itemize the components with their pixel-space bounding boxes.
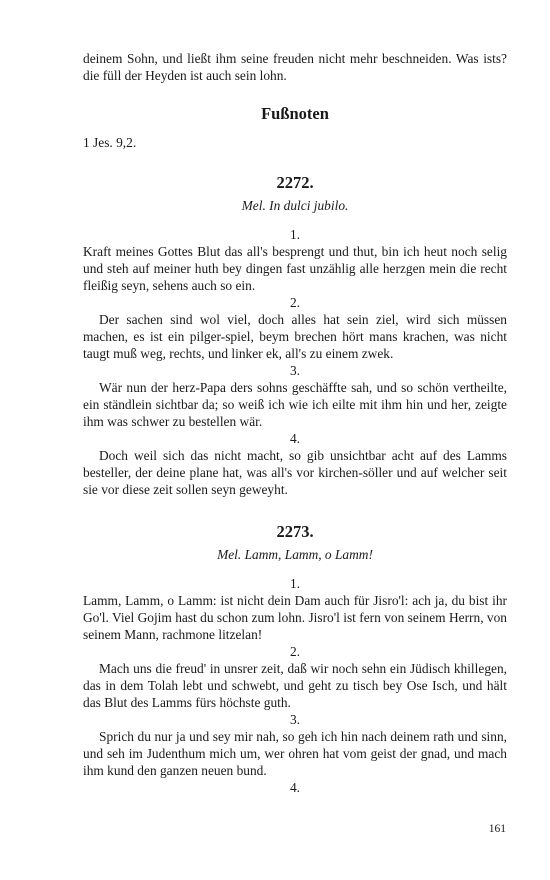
stanza-text: Wär nun der herz-Papa ders sohns geschäffte sah, und so schön vertheilte, ein ständlein sichtbar da; so weiß ich wie ich eilte mit ihm hin und her, zeigte ihm was schwer zu bestellen wär. bbox=[83, 380, 507, 429]
hymn-2273 bbox=[83, 522, 507, 796]
stanza-text: Doch weil sich das nicht macht, so gib unsichtbar acht auf des Lamms besteller, der deine plane hat, was all's vor kirchen-söller und auf welcher seit sie vor diese zeit sollen seyn geweyht. bbox=[83, 448, 507, 497]
stanza-number: 3. bbox=[289, 712, 301, 727]
stanza-number: 2. bbox=[289, 644, 301, 659]
footnote-item: 1 Jes. 9,2. bbox=[83, 135, 137, 150]
stanza-number: 1. bbox=[289, 576, 301, 591]
stanza-number: 2. bbox=[289, 295, 301, 310]
stanza-text: Kraft meines Gottes Blut das all's besprengt und thut, bin ich heut noch selig und steh auf meiner huth bey dingen fast unzählig alle herzgen mein die recht fleißig seyn, sehens auch so ein. bbox=[83, 244, 507, 293]
hymn-number: 2273. bbox=[276, 522, 314, 541]
stanza-text: Sprich du nur ja und sey mir nah, so geh ich hin nach deinem rath und sinn, und seh im Judenthum mich um, wer ohren hat vom geist der gnad, und mach ihm kund den ganzen neuen bund. bbox=[83, 729, 507, 778]
hymn-number: 2272. bbox=[276, 173, 314, 192]
page-number: 161 bbox=[488, 823, 506, 835]
footnotes-heading: Fußnoten bbox=[261, 104, 329, 123]
intro-paragraph: deinem Sohn, und ließt ihm seine freuden nicht mehr beschneiden. Was ists? die füll der Heyden ist auch sein lohn. bbox=[83, 51, 507, 83]
stanza-text: Lamm, Lamm, o Lamm: ist nicht dein Dam auch für Jisro'l: ach ja, du bist ihr Go'l. Viel Gojim hast du schon zum lohn. Jisro'l ist fern von seinem Herrn, von seinem Mann, rachmone litzelan! bbox=[83, 593, 507, 642]
stanza-text: Der sachen sind wol viel, doch alles hat sein ziel, wird sich müssen machen, es ist ein pilger-spiel, beym brechen hört mans krachen, was nicht taugt muß weg, rechts, und linker ek, all's zu einem zwek. bbox=[83, 312, 507, 361]
page-content bbox=[83, 50, 507, 796]
hymn-2272 bbox=[83, 173, 507, 498]
stanza-number: 3. bbox=[289, 363, 301, 378]
hymn-melody: Mel. In dulci jubilo. bbox=[241, 198, 349, 213]
hymn-melody: Mel. Lamm, Lamm, o Lamm! bbox=[217, 547, 373, 562]
stanza-number: 4. bbox=[289, 780, 301, 795]
stanza-number: 4. bbox=[289, 431, 301, 446]
stanza-number: 1. bbox=[289, 227, 301, 242]
stanza-text: Mach uns die freud' in unsrer zeit, daß wir noch sehn ein Jüdisch khillegen, das in dem Tolah lebt und schwebt, und geht zu tisch bey Ose Isch, und hält das Blut des Lamms fürs höchste guth. bbox=[83, 661, 507, 710]
